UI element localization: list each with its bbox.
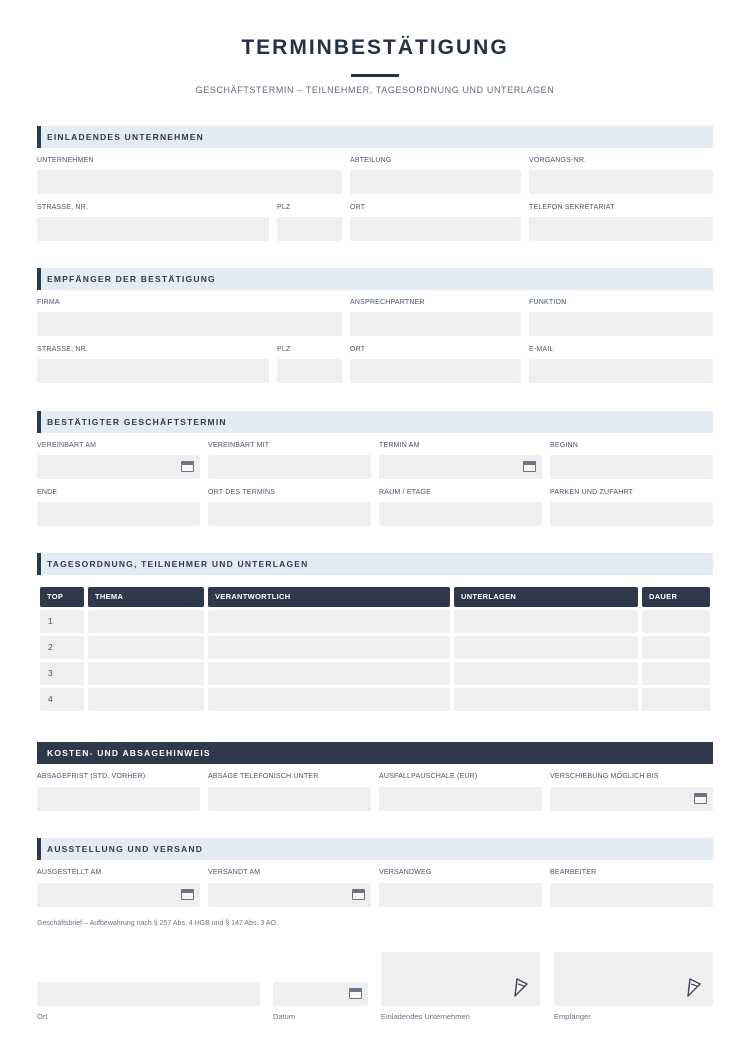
email-field[interactable] bbox=[529, 359, 713, 383]
cell-responsible[interactable] bbox=[208, 636, 450, 659]
parking-field[interactable] bbox=[550, 502, 713, 526]
section-header-costs: KOSTEN- UND ABSAGEHINWEIS bbox=[37, 742, 713, 764]
section-header-appointment: BESTÄTIGTER GESCHÄFTSTERMIN bbox=[37, 411, 713, 433]
pen-icon bbox=[512, 976, 530, 998]
section-header-inviter: EINLADENDES UNTERNEHMEN bbox=[37, 126, 713, 148]
cell-top: 2 bbox=[40, 636, 84, 659]
fee-field[interactable] bbox=[379, 787, 542, 811]
section-header-issue: AUSSTELLUNG UND VERSAND bbox=[37, 838, 713, 860]
label-phone: TELEFON SEKRETARIAT bbox=[529, 204, 615, 211]
start-field[interactable] bbox=[550, 455, 713, 479]
recipient-company-field[interactable] bbox=[37, 312, 342, 336]
label-zip: PLZ bbox=[277, 204, 291, 211]
label-signature-inviter: Einladendes Unternehmen bbox=[381, 1012, 470, 1021]
cell-topic[interactable] bbox=[88, 636, 204, 659]
label-phone-cancel: ABSAGE TELEFONISCH UNTER bbox=[208, 773, 319, 780]
column-header-responsible: VERANTWORTLICH bbox=[208, 587, 450, 607]
cell-documents[interactable] bbox=[454, 610, 638, 633]
end-field[interactable] bbox=[37, 502, 200, 526]
label-email: E-MAIL bbox=[529, 346, 554, 353]
label-company: UNTERNEHMEN bbox=[37, 157, 94, 164]
company-field[interactable] bbox=[37, 170, 342, 194]
deadline-field[interactable] bbox=[37, 787, 200, 811]
label-fee: AUSFALLPAUSCHALE (EUR) bbox=[379, 773, 478, 780]
recipient-zip-field[interactable] bbox=[277, 359, 342, 383]
title-divider bbox=[351, 74, 399, 77]
label-date: TERMIN AM bbox=[379, 442, 420, 449]
label-start: BEGINN bbox=[550, 442, 579, 449]
issued-on-field[interactable] bbox=[37, 883, 200, 907]
column-header-duration: DAUER bbox=[642, 587, 710, 607]
city-field[interactable] bbox=[350, 217, 521, 241]
date-field[interactable] bbox=[379, 455, 542, 479]
label-signature-recipient: Empfänger bbox=[554, 1012, 591, 1021]
label-contact: ANSPRECHPARTNER bbox=[350, 299, 425, 306]
place-field[interactable] bbox=[37, 982, 260, 1006]
cell-topic[interactable] bbox=[88, 688, 204, 711]
cell-top: 4 bbox=[40, 688, 84, 711]
section-header-recipient: EMPFÄNGER DER BESTÄTIGUNG bbox=[37, 268, 713, 290]
phone-field[interactable] bbox=[529, 217, 713, 241]
label-parking: PARKEN UND ZUFAHRT bbox=[550, 489, 634, 496]
label-recipient-zip: PLZ bbox=[277, 346, 291, 353]
label-location: ORT DES TERMINS bbox=[208, 489, 276, 496]
page-subtitle: GESCHÄFTSTERMIN – TEILNEHMER, TAGESORDNUNG UND UNTERLAGEN bbox=[195, 85, 555, 95]
agreed-with-field[interactable] bbox=[208, 455, 371, 479]
method-field[interactable] bbox=[379, 883, 542, 907]
calendar-icon[interactable] bbox=[181, 461, 194, 472]
cell-documents[interactable] bbox=[454, 662, 638, 685]
contact-field[interactable] bbox=[350, 312, 521, 336]
calendar-icon[interactable] bbox=[349, 988, 362, 999]
cell-documents[interactable] bbox=[454, 636, 638, 659]
cell-top: 1 bbox=[40, 610, 84, 633]
phone-cancel-field[interactable] bbox=[208, 787, 371, 811]
cell-top: 3 bbox=[40, 662, 84, 685]
label-department: ABTEILUNG bbox=[350, 157, 392, 164]
role-field[interactable] bbox=[529, 312, 713, 336]
clerk-field[interactable] bbox=[550, 883, 713, 907]
label-place: Ort bbox=[37, 1012, 48, 1021]
label-reschedule: VERSCHIEBUNG MÖGLICH BIS bbox=[550, 773, 659, 780]
cell-documents[interactable] bbox=[454, 688, 638, 711]
label-agreed-with: VEREINBART MIT bbox=[208, 442, 270, 449]
cell-topic[interactable] bbox=[88, 662, 204, 685]
signature-box-recipient[interactable] bbox=[554, 952, 713, 1006]
label-sent-on: VERSANDT AM bbox=[208, 869, 261, 876]
zip-field[interactable] bbox=[277, 217, 342, 241]
column-header-topic: THEMA bbox=[88, 587, 204, 607]
legal-note: Geschäftsbrief – Aufbewahrung nach § 257 Abs. 4 HGB und § 147 Abs. 3 AO. bbox=[37, 920, 278, 927]
label-agreed-on: VEREINBART AM bbox=[37, 442, 97, 449]
column-header-documents: UNTERLAGEN bbox=[454, 587, 638, 607]
reschedule-field[interactable] bbox=[550, 787, 713, 811]
cell-duration[interactable] bbox=[642, 688, 710, 711]
label-street: STRASSE, NR. bbox=[37, 204, 89, 211]
label-signature-date: Datum bbox=[273, 1012, 296, 1021]
label-case-no: VORGANGS-NR. bbox=[529, 157, 587, 164]
column-header-top: TOP bbox=[40, 587, 84, 607]
street-field[interactable] bbox=[37, 217, 269, 241]
cell-responsible[interactable] bbox=[208, 688, 450, 711]
case-no-field[interactable] bbox=[529, 170, 713, 194]
cell-topic[interactable] bbox=[88, 610, 204, 633]
location-field[interactable] bbox=[208, 502, 371, 526]
recipient-street-field[interactable] bbox=[37, 359, 269, 383]
label-recipient-city: ORT bbox=[350, 346, 366, 353]
label-method: VERSANDWEG bbox=[379, 869, 432, 876]
label-room: RAUM / ETAGE bbox=[379, 489, 432, 496]
label-recipient-company: FIRMA bbox=[37, 299, 60, 306]
label-city: ORT bbox=[350, 204, 366, 211]
calendar-icon[interactable] bbox=[181, 889, 194, 900]
sent-on-field[interactable] bbox=[208, 883, 371, 907]
label-role: FUNKTION bbox=[529, 299, 567, 306]
label-deadline: ABSAGEFRIST (STD. VORHER) bbox=[37, 773, 146, 780]
pen-icon bbox=[685, 976, 703, 998]
cell-duration[interactable] bbox=[642, 610, 710, 633]
signature-box-inviter[interactable] bbox=[381, 952, 540, 1006]
label-end: ENDE bbox=[37, 489, 58, 496]
department-field[interactable] bbox=[350, 170, 521, 194]
calendar-icon[interactable] bbox=[523, 461, 536, 472]
recipient-city-field[interactable] bbox=[350, 359, 521, 383]
label-recipient-street: STRASSE, NR. bbox=[37, 346, 89, 353]
calendar-icon[interactable] bbox=[694, 793, 707, 804]
cell-responsible[interactable] bbox=[208, 662, 450, 685]
cell-responsible[interactable] bbox=[208, 610, 450, 633]
signature-date-field[interactable] bbox=[273, 982, 368, 1006]
section-header-agenda: TAGESORDNUNG, TEILNEHMER UND UNTERLAGEN bbox=[37, 553, 713, 575]
room-field[interactable] bbox=[379, 502, 542, 526]
label-issued-on: AUSGESTELLT AM bbox=[37, 869, 102, 876]
agreed-on-field[interactable] bbox=[37, 455, 200, 479]
page-title: TERMINBESTÄTIGUNG bbox=[241, 36, 509, 59]
calendar-icon[interactable] bbox=[352, 889, 365, 900]
cell-duration[interactable] bbox=[642, 636, 710, 659]
label-clerk: BEARBEITER bbox=[550, 869, 597, 876]
cell-duration[interactable] bbox=[642, 662, 710, 685]
